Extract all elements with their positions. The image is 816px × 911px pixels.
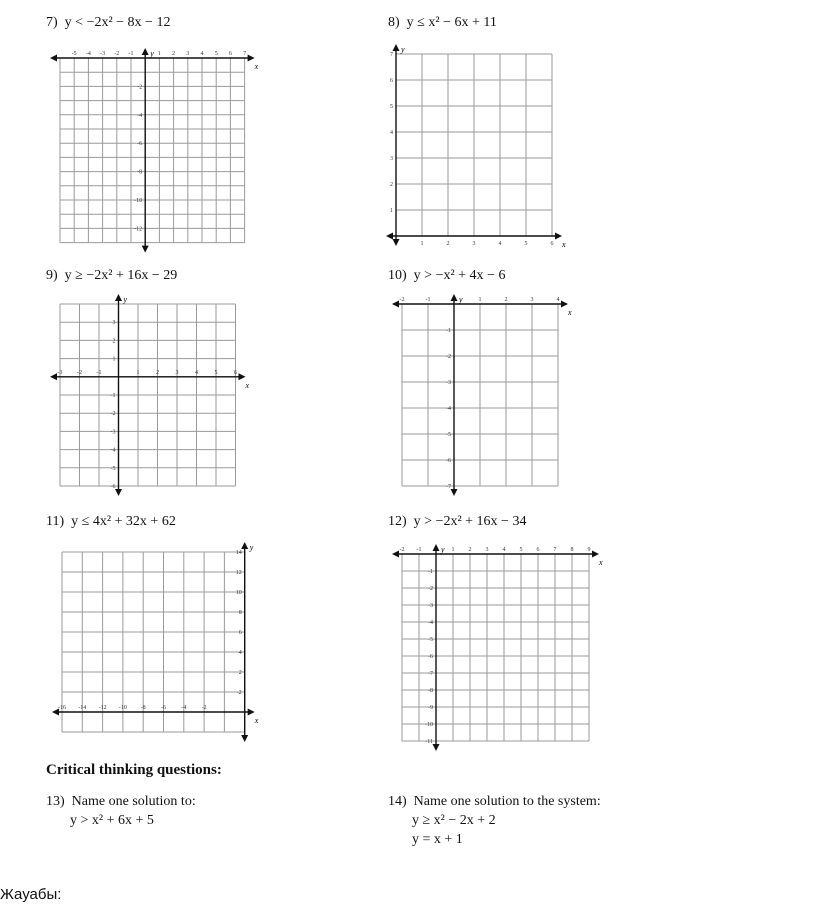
problem-number: 11) [46, 514, 65, 529]
x-tick-label: -5 [71, 51, 77, 57]
y-tick-label: -8 [137, 169, 143, 176]
problem-number: 10) [388, 268, 407, 283]
coordinate-grid-12[interactable] [392, 542, 604, 750]
x-tick-label: -3 [57, 369, 63, 376]
x-tick-label: -2 [114, 51, 120, 57]
x-tick-label: 6 [228, 51, 232, 57]
grid-lines [60, 58, 245, 243]
y-axis-arrow [115, 489, 122, 496]
question-equation: y > x² + 6x + 5 [70, 813, 154, 828]
x-axis-label: x [562, 240, 566, 249]
question-equation: y = x + 1 [412, 832, 463, 847]
coordinate-grid-7[interactable] [48, 44, 259, 254]
x-tick-label: 4 [556, 297, 560, 303]
y-axis-arrow [433, 544, 440, 551]
y-axis-arrow [241, 542, 248, 549]
problem-inequality: y ≤ x² − 6x + 11 [406, 15, 497, 30]
y-tick-label: 1 [390, 208, 393, 214]
x-tick-label: -1 [425, 297, 431, 303]
x-tick-label: 7 [243, 51, 247, 57]
problem-7 [46, 15, 170, 31]
x-tick-label: 6 [234, 369, 237, 376]
x-axis-arrow [386, 233, 393, 240]
y-tick-label: -3 [110, 429, 116, 436]
x-tick-label: -1 [96, 369, 102, 376]
y-tick-label: 3 [390, 156, 393, 162]
y-tick-label: -7 [446, 484, 451, 490]
x-tick-label: -10 [118, 705, 127, 711]
y-axis-label: y [459, 295, 463, 304]
x-tick-label: 4 [498, 241, 502, 247]
y-tick-label: -2 [428, 586, 433, 592]
y-tick-label: 2 [238, 670, 242, 676]
y-tick-label: -2 [446, 354, 451, 360]
problem-inequality: y ≤ 4x² + 32x + 62 [71, 514, 176, 529]
x-axis-label: x [254, 62, 259, 71]
x-tick-label: 2 [504, 297, 508, 303]
x-axis-arrow [239, 373, 246, 380]
question-number: 14) [388, 794, 407, 809]
x-tick-label: 2 [446, 241, 450, 247]
x-axis-label: x [245, 380, 250, 390]
x-tick-label: -1 [416, 547, 422, 553]
y-tick-label: -9 [428, 705, 433, 711]
y-axis-arrow [393, 239, 400, 246]
x-tick-label: -2 [77, 369, 82, 376]
x-axis-arrow [50, 373, 57, 380]
x-tick-label: 3 [530, 297, 534, 303]
y-tick-label: -8 [428, 688, 433, 694]
x-tick-label: -2 [399, 297, 405, 303]
question-number: 13) [46, 794, 65, 809]
y-tick-label: 14 [235, 550, 242, 556]
x-tick-label: -16 [58, 705, 66, 711]
question-13 [46, 792, 196, 830]
y-tick-label: -3 [446, 380, 451, 386]
x-tick-label: -2 [399, 547, 405, 553]
y-tick-label: 7 [390, 52, 393, 58]
y-tick-label: 3 [112, 320, 116, 327]
y-tick-label: -2 [110, 411, 116, 418]
y-axis-label: y [401, 45, 405, 54]
x-tick-label: 2 [468, 547, 472, 553]
x-axis-arrow [392, 551, 399, 558]
y-axis-label: y [249, 543, 254, 552]
y-axis-label: y [441, 545, 445, 554]
x-tick-label: 7 [553, 547, 557, 553]
question-text: Name one solution to the system: [413, 794, 601, 809]
x-tick-label: 4 [200, 51, 204, 57]
answer-label: Жауабы: [0, 886, 62, 903]
x-tick-label: 3 [175, 369, 179, 376]
y-tick-label: -5 [428, 637, 433, 643]
x-tick-label: 3 [472, 241, 476, 247]
problem-10 [388, 268, 505, 284]
y-tick-label: -10 [134, 198, 143, 204]
problem-12 [388, 514, 526, 530]
y-tick-label: -7 [428, 671, 433, 677]
y-axis-arrow [142, 246, 149, 253]
y-tick-label: -5 [446, 432, 451, 438]
y-tick-label: 6 [390, 78, 393, 84]
y-tick-label: -11 [425, 739, 433, 745]
y-tick-label: -1 [110, 393, 116, 399]
x-tick-label: -4 [181, 705, 187, 711]
x-tick-label: 6 [550, 241, 554, 247]
x-tick-label: -12 [98, 705, 107, 711]
grid-lines [402, 554, 589, 741]
y-tick-label: -6 [137, 141, 143, 148]
grid-lines [402, 304, 558, 486]
y-tick-label: -4 [137, 112, 143, 119]
problem-inequality: y > −2x² + 16x − 34 [413, 514, 527, 529]
x-tick-label: 9 [587, 547, 591, 553]
x-tick-label: 4 [502, 547, 506, 553]
y-axis-label: y [123, 295, 128, 304]
x-tick-label: -8 [140, 705, 146, 711]
y-axis-label: y [150, 49, 154, 58]
x-tick-label: 5 [519, 547, 523, 553]
y-tick-label: 1 [112, 356, 116, 363]
y-tick-label: -6 [428, 654, 433, 660]
x-tick-label: -1 [128, 51, 134, 57]
y-tick-label: 10 [235, 590, 242, 596]
y-tick-label: -10 [425, 722, 433, 728]
problem-inequality: y ≥ −2x² + 16x − 29 [64, 268, 178, 283]
x-tick-label: 3 [186, 51, 190, 57]
x-tick-label: 2 [172, 51, 176, 57]
x-tick-label: 5 [214, 51, 218, 57]
x-tick-label: 6 [536, 547, 540, 553]
x-axis-label: x [254, 716, 259, 725]
x-tick-label: 1 [478, 297, 482, 303]
problem-inequality: y < −2x² − 8x − 12 [64, 15, 171, 30]
x-axis-arrow [50, 55, 57, 62]
x-tick-label: 5 [214, 369, 218, 376]
coordinate-grid-10[interactable] [394, 292, 578, 502]
y-tick-label: -4 [428, 620, 433, 626]
x-axis-arrow [561, 301, 568, 308]
x-axis-arrow [248, 55, 255, 62]
x-tick-label: -14 [78, 705, 87, 711]
x-tick-label: -4 [85, 51, 91, 57]
y-axis-arrow [451, 294, 458, 301]
x-axis-arrow [592, 551, 599, 558]
y-axis-arrow [241, 735, 248, 742]
x-tick-label: 1 [157, 51, 161, 57]
grid-lines [396, 54, 552, 236]
x-tick-label: 1 [136, 369, 140, 376]
y-tick-label: 4 [238, 650, 242, 656]
x-tick-label: 4 [195, 369, 198, 376]
x-axis-arrow [248, 709, 255, 716]
y-tick-label: 6 [238, 630, 242, 636]
question-equation: y ≥ x² − 2x + 2 [412, 813, 496, 828]
y-tick-label: -2 [137, 84, 143, 91]
x-tick-label: 1 [451, 547, 455, 553]
problem-number: 9) [46, 268, 58, 283]
x-axis-arrow [392, 301, 399, 308]
problem-number: 8) [388, 15, 400, 30]
y-tick-label: -12 [134, 226, 143, 233]
problem-inequality: y > −x² + 4x − 6 [413, 268, 506, 283]
y-tick-label: -1 [428, 569, 433, 575]
problem-11 [46, 514, 176, 530]
y-axis-arrow [451, 489, 458, 496]
y-tick-label: 2 [112, 338, 116, 345]
x-tick-label: 1 [420, 241, 424, 247]
question-14 [388, 792, 601, 849]
y-tick-label: 2 [390, 182, 393, 188]
y-tick-label: 8 [238, 610, 242, 616]
y-axis-arrow [393, 44, 400, 51]
y-tick-label: -6 [446, 458, 451, 464]
x-axis-label: x [599, 558, 603, 567]
y-tick-label: -6 [110, 484, 116, 490]
x-tick-label: 8 [570, 547, 574, 553]
x-axis-label: x [568, 308, 572, 317]
question-text: Name one solution to: [71, 794, 196, 809]
y-tick-label: -2 [236, 690, 242, 696]
x-tick-label: -6 [161, 705, 166, 711]
problem-number: 12) [388, 514, 407, 529]
x-tick-label: -2 [201, 705, 207, 711]
y-axis-arrow [433, 744, 440, 751]
x-tick-label: 2 [156, 369, 159, 376]
problem-number: 7) [46, 15, 58, 30]
y-tick-label: -4 [446, 406, 451, 412]
y-tick-label: 4 [390, 130, 393, 136]
coordinate-grid-11[interactable] [48, 540, 259, 746]
coordinate-grid-8[interactable] [384, 44, 570, 256]
x-tick-label: 3 [485, 547, 489, 553]
y-tick-label: -5 [110, 465, 116, 472]
x-tick-label: 5 [524, 241, 528, 247]
problem-8 [388, 15, 497, 31]
x-axis-arrow [555, 233, 562, 240]
y-tick-label: 12 [235, 570, 242, 576]
y-axis-arrow [115, 294, 122, 301]
grid-lines [62, 552, 245, 732]
y-tick-label: 5 [390, 104, 393, 110]
problem-9 [46, 268, 177, 284]
coordinate-grid-9[interactable] [46, 292, 250, 496]
y-axis-arrow [142, 48, 149, 55]
grid-lines [57, 304, 236, 486]
critical-thinking-heading: Critical thinking questions: [46, 762, 222, 778]
y-tick-label: -4 [110, 447, 116, 454]
x-tick-label: -3 [100, 51, 106, 57]
y-tick-label: -3 [428, 603, 433, 609]
y-tick-label: -1 [446, 328, 451, 334]
